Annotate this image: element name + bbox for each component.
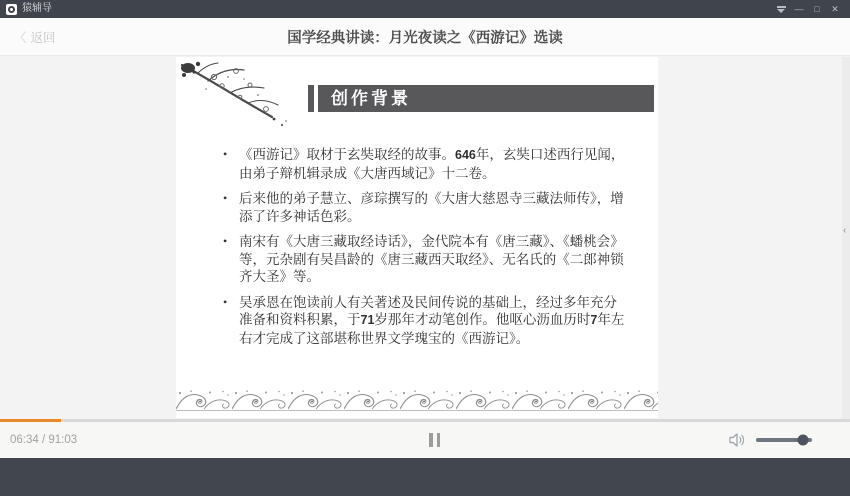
volume-control — [728, 432, 812, 448]
side-panel-toggle[interactable] — [842, 57, 850, 419]
title-bar — [0, 0, 850, 18]
time-display: 06:34 / 91:03 — [10, 434, 78, 446]
nav-bar — [0, 18, 850, 56]
wave-pattern-decoration — [176, 389, 658, 412]
plum-blossom-decoration — [178, 59, 313, 134]
page-title: 国学经典讲读：月光夜读之《西游记》选读 — [287, 30, 563, 46]
tray-menu-icon[interactable] — [772, 0, 790, 18]
app-logo-icon — [6, 4, 17, 15]
back-button[interactable] — [14, 28, 56, 46]
pause-icon — [429, 433, 433, 447]
app-name: 猿辅导 — [22, 3, 52, 14]
close-icon[interactable]: ✕ — [831, 3, 839, 14]
slide-header-accent — [308, 85, 314, 112]
player-control-bar — [0, 422, 850, 458]
video-area — [0, 57, 850, 419]
slide-bullet-list — [222, 146, 626, 355]
bullet-item: • 后来他的弟子慧立、彦琮撰写的《大唐大慈恩寺三藏法师传》，增添了许多神话色彩。 — [222, 190, 626, 225]
video-display[interactable] — [176, 57, 658, 418]
chevron-left-icon: ‹ — [843, 225, 847, 236]
bullet-item: • 南宋有《大唐三藏取经诗话》，金代院本有《唐三藏》、《蟠桃会》等，元杂剧有吴昌龄的《唐三藏西天取经》、无名氏的《二郎神锁齐大圣》等。 — [222, 233, 626, 286]
volume-knob[interactable] — [798, 435, 809, 446]
back-label: 返回 — [30, 30, 56, 45]
speaker-icon[interactable] — [728, 432, 747, 448]
slide-title: 创作背景 — [318, 85, 654, 112]
window-controls — [772, 0, 844, 18]
back-chevron-icon: 〈 — [14, 30, 27, 45]
pause-icon — [437, 433, 441, 447]
footer-bar — [0, 458, 850, 496]
maximize-icon[interactable]: □ — [814, 4, 820, 14]
slide-header — [308, 85, 654, 112]
pause-button[interactable] — [429, 433, 440, 447]
bullet-item: • 《西游记》取材于玄奘取经的故事。646年，玄奘口述西行见闻，由弟子辩机辑录成《大唐西域记》十二卷。 — [222, 146, 626, 182]
bullet-item: • 吴承恩在饱读前人有关著述及民间传说的基础上，经过多年充分准备和资料积累，于71岁那年才动笔创作。他呕心沥血历时7年左右才完成了这部堪称世界文学瑰宝的《西游记》。 — [222, 294, 626, 348]
minimize-icon[interactable]: — — [794, 4, 804, 14]
volume-slider[interactable] — [756, 438, 812, 442]
